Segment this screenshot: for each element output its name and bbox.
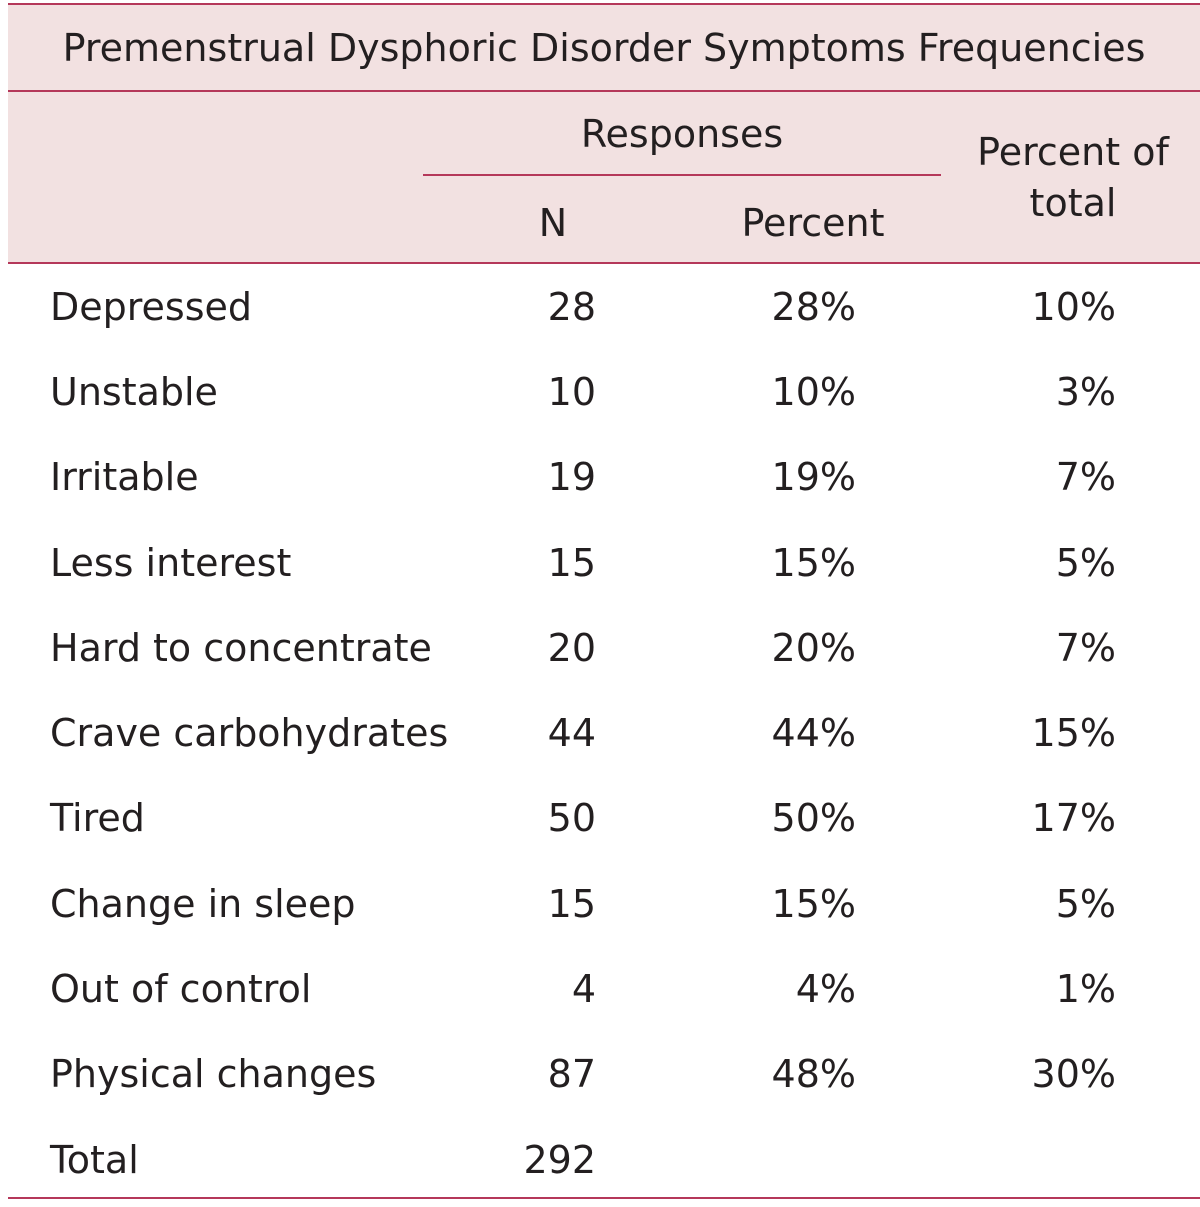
table-header (8, 92, 1200, 264)
row-percent: 28% (771, 284, 856, 329)
row-percent: 48% (771, 1052, 856, 1097)
table-body (8, 264, 1200, 1202)
table-title-band (8, 3, 1200, 92)
row-n: 87 (547, 1052, 596, 1097)
row-n: 10 (547, 369, 596, 414)
table-row (8, 1032, 1200, 1117)
row-percent-of-total: 3% (1055, 369, 1116, 414)
row-label: Less interest (50, 540, 292, 585)
row-n: 15 (547, 540, 596, 585)
table-row (8, 946, 1200, 1031)
row-percent: 19% (771, 455, 856, 500)
row-label: Change in sleep (50, 881, 356, 926)
symptoms-table (8, 3, 1200, 1202)
table-row (8, 520, 1200, 605)
row-n: 19 (547, 455, 596, 500)
row-percent-of-total: 5% (1055, 881, 1116, 926)
row-percent: 10% (771, 369, 856, 414)
table-row (8, 605, 1200, 690)
row-n: 20 (547, 625, 596, 670)
row-percent-of-total: 5% (1055, 540, 1116, 585)
table-row (8, 690, 1200, 775)
row-label: Unstable (50, 369, 218, 414)
row-n: 15 (547, 881, 596, 926)
row-n: 44 (547, 711, 596, 756)
row-label: Hard to concentrate (50, 625, 432, 670)
row-n: 4 (571, 967, 596, 1012)
table-title: Premenstrual Dysphoric Disorder Symptoms Frequencies (62, 25, 1146, 70)
row-percent-of-total: 15% (1031, 711, 1116, 756)
header-percent-of-total (968, 127, 1178, 229)
row-percent: 15% (771, 881, 856, 926)
header-responses-rule (423, 174, 941, 176)
row-n: 28 (547, 284, 596, 329)
table-bottom-rule (8, 1197, 1200, 1199)
row-percent: 50% (771, 796, 856, 841)
row-label: Tired (50, 796, 145, 841)
row-percent: 44% (771, 711, 856, 756)
row-label: Depressed (50, 284, 253, 329)
row-n: 50 (547, 796, 596, 841)
table-row (8, 349, 1200, 434)
table-row (8, 435, 1200, 520)
row-percent-of-total: 7% (1055, 455, 1116, 500)
row-label: Physical changes (50, 1052, 377, 1097)
row-label: Irritable (50, 455, 199, 500)
header-percent-of-total-line1: Percent of (977, 130, 1169, 174)
row-percent-of-total: 17% (1031, 796, 1116, 841)
header-n: N (538, 201, 568, 245)
table-row (8, 861, 1200, 946)
row-label: Crave carbohydrates (50, 711, 449, 756)
row-percent: 15% (771, 540, 856, 585)
table-row (8, 1117, 1200, 1202)
header-responses: Responses (580, 112, 784, 156)
row-label: Total (50, 1137, 139, 1182)
row-percent: 4% (795, 967, 856, 1012)
header-percent: Percent (741, 201, 885, 245)
row-percent-of-total: 30% (1031, 1052, 1116, 1097)
row-percent: 20% (771, 625, 856, 670)
row-label: Out of control (50, 967, 312, 1012)
row-percent-of-total: 1% (1055, 967, 1116, 1012)
table-row (8, 776, 1200, 861)
table-row (8, 264, 1200, 349)
row-percent-of-total: 7% (1055, 625, 1116, 670)
row-percent-of-total: 10% (1031, 284, 1116, 329)
header-percent-of-total-line2: total (1029, 181, 1117, 225)
row-n: 292 (523, 1137, 596, 1182)
